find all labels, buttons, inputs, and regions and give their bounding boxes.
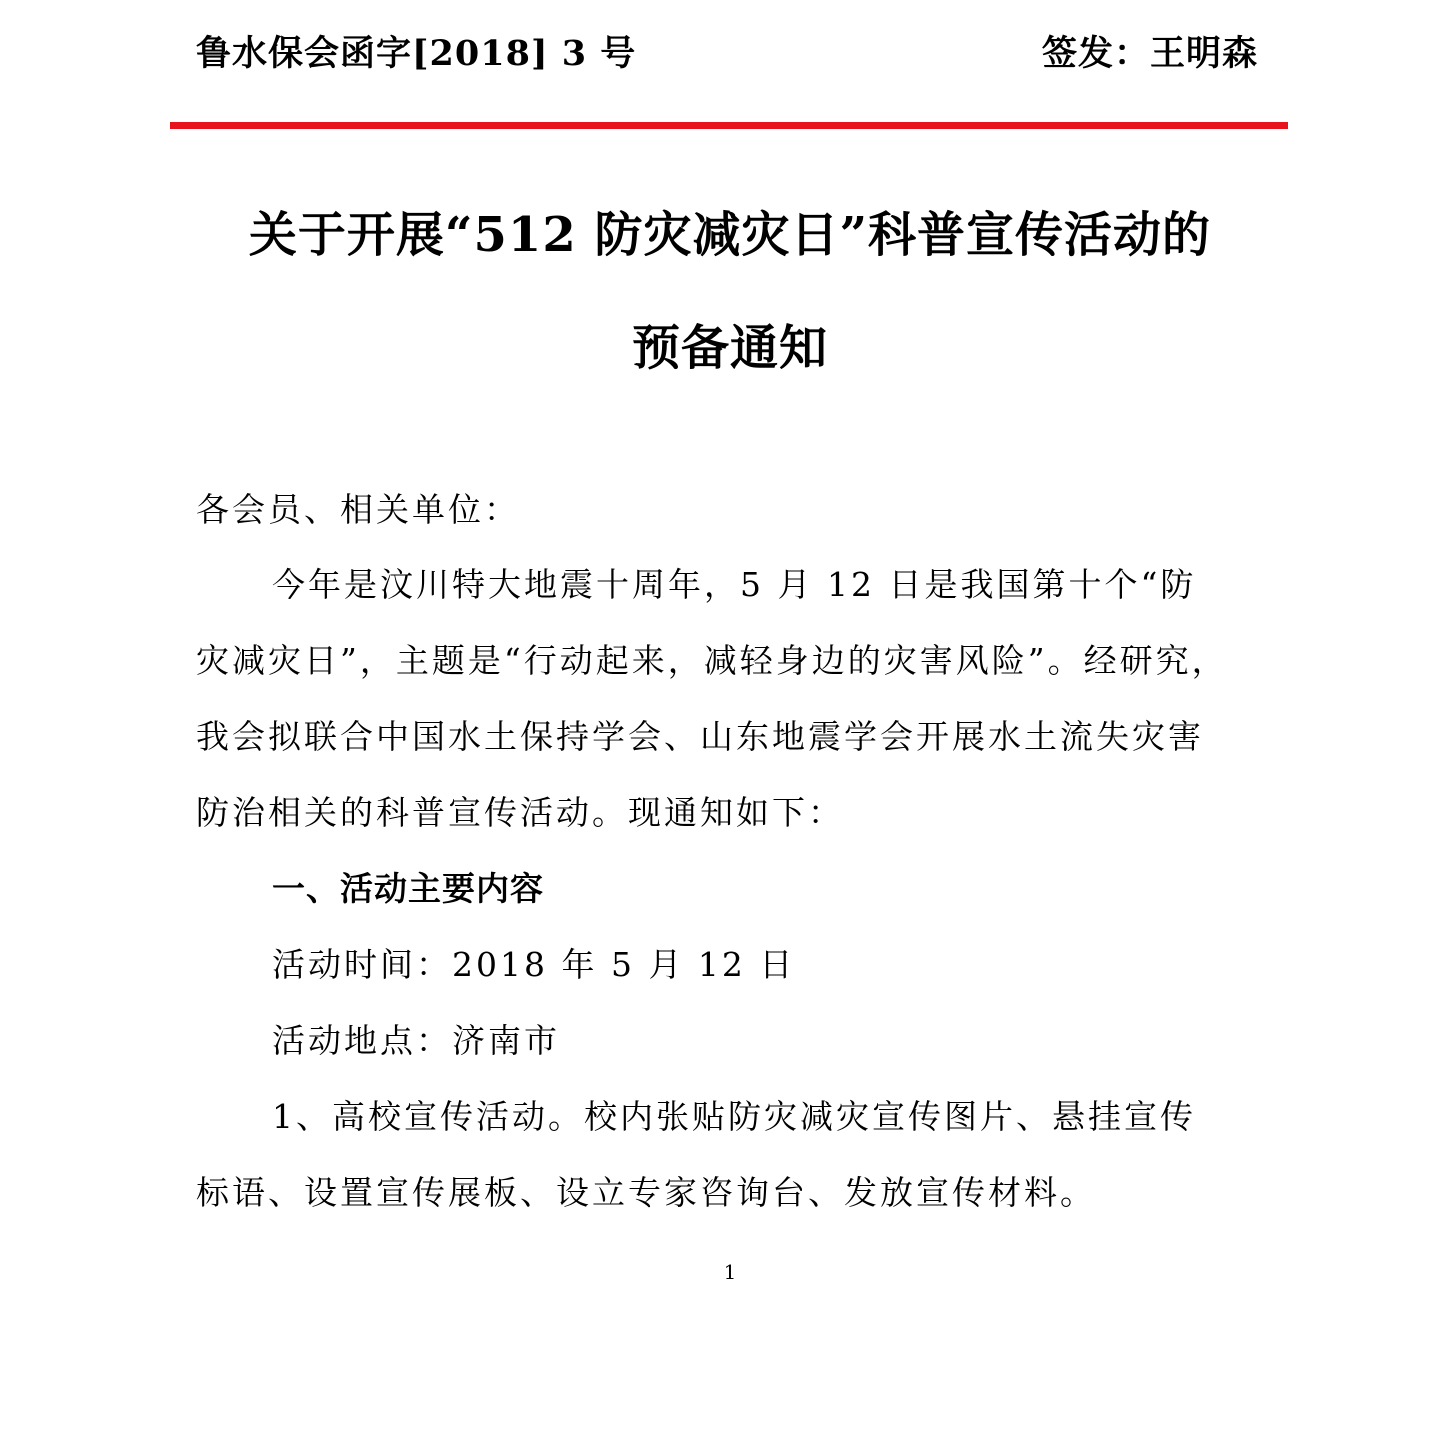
intro-line-2: 灾减灾日”，主题是“行动起来，减轻身边的灾害风险”。经研究， xyxy=(196,641,1228,680)
intro-line-3: 我会拟联合中国水土保持学会、山东地震学会开展水土流失灾害 xyxy=(196,717,1204,756)
red-header-rule xyxy=(170,122,1288,129)
item-1-line-1: 1、高校宣传活动。校内张贴防灾减灾宣传图片、悬挂宣传 xyxy=(272,1097,1196,1136)
document-number: 鲁水保会函字[2018] 3 号 xyxy=(196,33,637,74)
intro-line-1: 今年是汶川特大地震十周年，5 月 12 日是我国第十个“防 xyxy=(272,565,1197,604)
document-title-line-1: 关于开展“512 防灾减灾日”科普宣传活动的 xyxy=(248,207,1212,263)
item-1-line-2: 标语、设置宣传展板、设立专家咨询台、发放宣传材料。 xyxy=(196,1173,1096,1212)
section-1-heading: 一、活动主要内容 xyxy=(272,869,544,908)
document-header xyxy=(196,26,1258,76)
activity-place: 活动地点：济南市 xyxy=(272,1021,560,1060)
activity-time: 活动时间：2018 年 5 月 12 日 xyxy=(272,945,796,984)
intro-line-4: 防治相关的科普宣传活动。现通知如下： xyxy=(196,793,844,832)
salutation: 各会员、相关单位： xyxy=(196,490,520,529)
document-title-line-2: 预备通知 xyxy=(631,320,828,376)
signer: 签发：王明森 xyxy=(1041,33,1258,74)
page-number: 1 xyxy=(723,1260,737,1284)
